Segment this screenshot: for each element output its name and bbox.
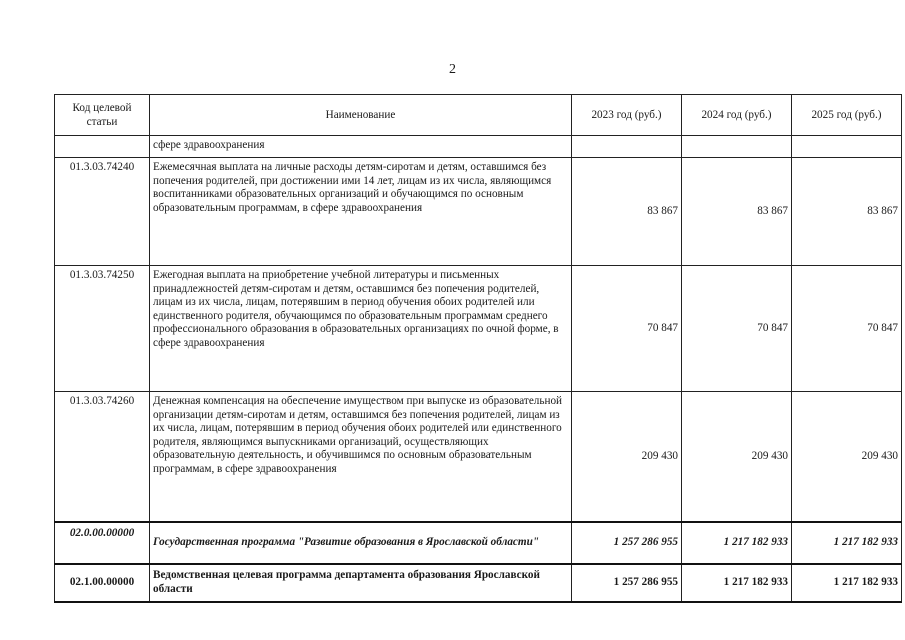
cell-2023: 1 257 286 955 xyxy=(572,564,682,602)
cell-code: 01.3.03.74260 xyxy=(55,392,150,523)
cell-2024: 1 217 182 933 xyxy=(682,522,792,564)
cell-2023: 209 430 xyxy=(572,392,682,523)
cell-2025: 209 430 xyxy=(792,392,902,523)
cell-2023: 83 867 xyxy=(572,158,682,266)
cell-code: 01.3.03.74250 xyxy=(55,266,150,392)
table-row xyxy=(55,158,902,266)
cell-code: 02.0.00.00000 xyxy=(55,522,150,564)
header-2025: 2025 год (руб.) xyxy=(792,95,902,136)
header-2023: 2023 год (руб.) xyxy=(572,95,682,136)
header-code: Код целевой статьи xyxy=(55,95,150,136)
table-header-row xyxy=(55,95,902,136)
cell-2025: 83 867 xyxy=(792,158,902,266)
header-name: Наименование xyxy=(150,95,572,136)
table-row-subprogram-total xyxy=(55,564,902,602)
table-row-program-total xyxy=(55,522,902,564)
cell-code: 01.3.03.74240 xyxy=(55,158,150,266)
table-row xyxy=(55,266,902,392)
cell-2025 xyxy=(792,136,902,158)
cell-name: Ежемесячная выплата на личные расходы детям-сиротам и детям, оставшимся без попечения родителей, при достижении ими 14 лет, лицам из их числа, являющимся воспитанниками образовательных организаций и обучающимся по основным образовательным программам, в сфере здравоохранения xyxy=(150,158,572,266)
table-row xyxy=(55,136,902,158)
cell-name: сфере здравоохранения xyxy=(150,136,572,158)
cell-2024 xyxy=(682,136,792,158)
cell-2024: 70 847 xyxy=(682,266,792,392)
cell-name: Ведомственная целевая программа департамента образования Ярославской области xyxy=(150,564,572,602)
cell-2025: 1 217 182 933 xyxy=(792,522,902,564)
table-row xyxy=(55,392,902,523)
cell-name: Денежная компенсация на обеспечение имуществом при выпуске из образовательной организации детям-сиротам и детям, оставшимся без попечения родителей, лицам из их числа, лицам, потерявшим в период обучения обоих родителей или единственного родителя, являющимся выпускниками организаций, осуществляющих образовательную деятельность, и обучившимся по основным образовательным программам, в сфере здравоохранения xyxy=(150,392,572,523)
cell-2025: 1 217 182 933 xyxy=(792,564,902,602)
cell-2024: 83 867 xyxy=(682,158,792,266)
page-number: 2 xyxy=(449,62,456,77)
cell-2024: 209 430 xyxy=(682,392,792,523)
cell-2023: 70 847 xyxy=(572,266,682,392)
budget-table xyxy=(54,94,902,603)
cell-2023 xyxy=(572,136,682,158)
cell-name: Ежегодная выплата на приобретение учебной литературы и письменных принадлежностей детям-сиротам и детям, оставшимся без попечения родителей, лицам из их числа, лицам, потерявшим в период обучения обоих родителей или единственного родителя, обучающимся по образовательным программам среднего профессионального образования в образовательных организациях по очной форме, в сфере здравоохранения xyxy=(150,266,572,392)
cell-name: Государственная программа "Развитие образования в Ярославской области" xyxy=(150,522,572,564)
cell-2023: 1 257 286 955 xyxy=(572,522,682,564)
cell-code: 02.1.00.00000 xyxy=(55,564,150,602)
cell-code xyxy=(55,136,150,158)
header-2024: 2024 год (руб.) xyxy=(682,95,792,136)
cell-2025: 70 847 xyxy=(792,266,902,392)
cell-2024: 1 217 182 933 xyxy=(682,564,792,602)
